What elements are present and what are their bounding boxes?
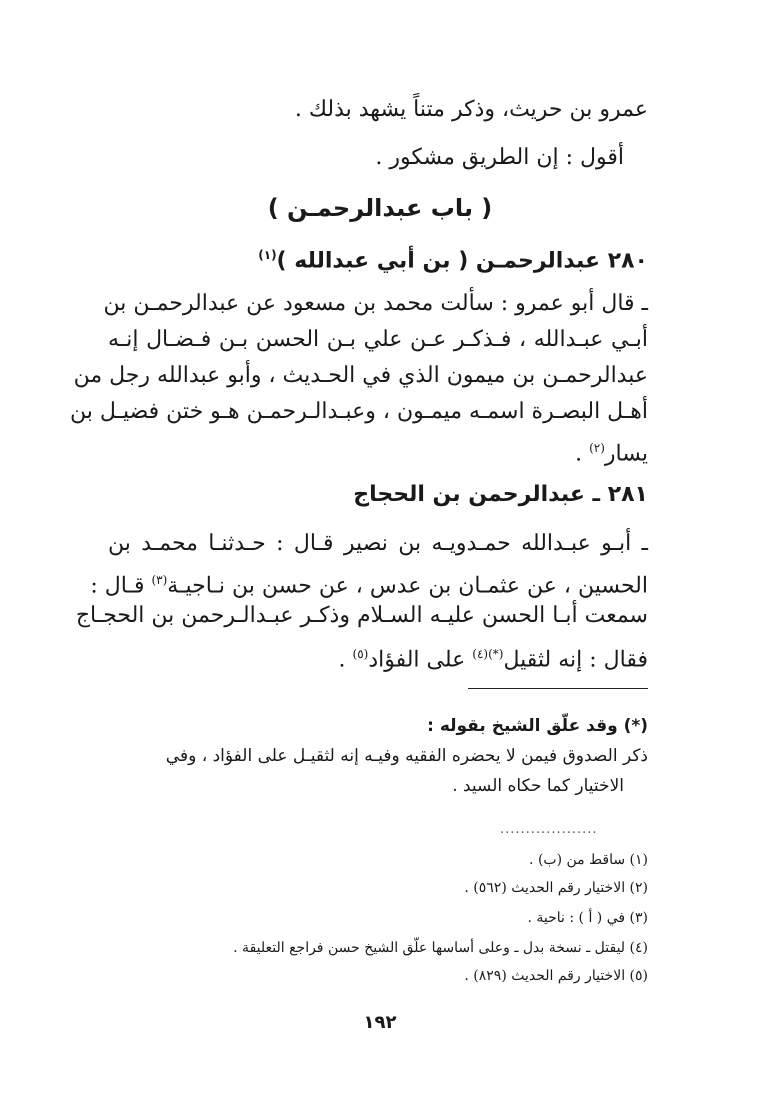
entry-281-line-4-note: (*)(٤) [472, 647, 504, 661]
chapter-heading: ( باب عبدالرحمـن ) [267, 194, 493, 222]
entry-281-line-1: ـ أبـو عبـدالله حمـدويـه بن نصير قـال : حـدثنـا محمـد بن [108, 531, 648, 556]
intro-line-1: عمرو بن حريث، وذكر متناً يشهد بذلك . [294, 97, 648, 122]
entry-281-line-4-end: . [338, 647, 353, 673]
footnote-2: (٢) الاختيار رقم الحديث (٥٦٢) . [464, 880, 648, 896]
entry-281-title: ٢٨١ ـ عبدالرحمن بن الحجاج [353, 482, 648, 507]
entry-280-title [108, 236, 648, 280]
entry-281-line-4-a: فقال : إنه لثقيل [503, 647, 648, 673]
footnote-4: (٤) ليقتل ـ نسخة بدل ـ وعلى أساسها علّق الشيخ حسن فراجع التعليقة . [233, 940, 648, 956]
footnote-3: (٣) في ( أ ) : ناحية . [527, 910, 648, 926]
intro-line-2: أقول : إن الطريق مشكور . [375, 145, 624, 170]
footnote-1: (١) ساقط من (ب) . [529, 852, 648, 868]
entry-280-line-1: ـ قال أبو عمرو : سألت محمد بن مسعود عن عبدالرحمـن بن [103, 291, 648, 316]
entry-280-line-2: أبـي عبـدالله ، فـذكـر عـن علي بـن الحسن بـن فـضـال إنـه [108, 327, 648, 352]
star-note-line-2: الاختيار كما حكاه السيد . [452, 776, 624, 796]
entry-280-line-3: عبدالرحمـن بن ميمون الذي في الحـديث ، وأبو عبدالله رجل من [73, 363, 648, 388]
entry-280-title-note: (١) [258, 248, 277, 262]
entry-280-last-end: . [575, 441, 590, 467]
entry-281-line-4-note2: (٥) [352, 647, 369, 661]
star-note-title: (*) وقد علّق الشيخ بقوله : [427, 716, 648, 736]
entry-281-line-4-b: على الفؤاد [368, 647, 473, 673]
footnote-dots-separator: ................... [500, 822, 598, 837]
entry-281-line-2-b: قـال : [90, 573, 152, 599]
entry-280-line-4: أهـل البصـرة اسمـه ميمـون ، وعبـدالـرحمـن هـو ختن فضيـل بن [69, 399, 648, 424]
star-note-line-1: ذكر الصدوق فيمن لا يحضره الفقيه وفيـه إنه لثقيـل على الفؤاد ، وفي [165, 746, 648, 766]
entry-281-line-3: سمعت أبـا الحسن عليـه السـلام وذكـر عبـدالـرحمن بن الحجـاج [75, 603, 648, 628]
entry-280-last-text: يسار [604, 441, 648, 467]
footnote-5: (٥) الاختيار رقم الحديث (٨٢٩) . [464, 968, 648, 984]
entry-280-line-5 [108, 430, 648, 472]
entry-281-line-2-a: الحسين ، عن عثمـان بن عدس ، عن حسن بن نـاجيـة [167, 573, 648, 599]
entry-280-last-note: (٢) [589, 441, 605, 455]
entry-281-line-2-note: (٣) [151, 573, 168, 587]
entry-280-title-text: ٢٨٠ عبدالرحمـن ( بن أبي عبدالله ) [276, 248, 648, 274]
footnote-separator [468, 688, 648, 689]
page-number: ١٩٢ [363, 1012, 397, 1033]
entry-281-line-4 [108, 636, 648, 678]
